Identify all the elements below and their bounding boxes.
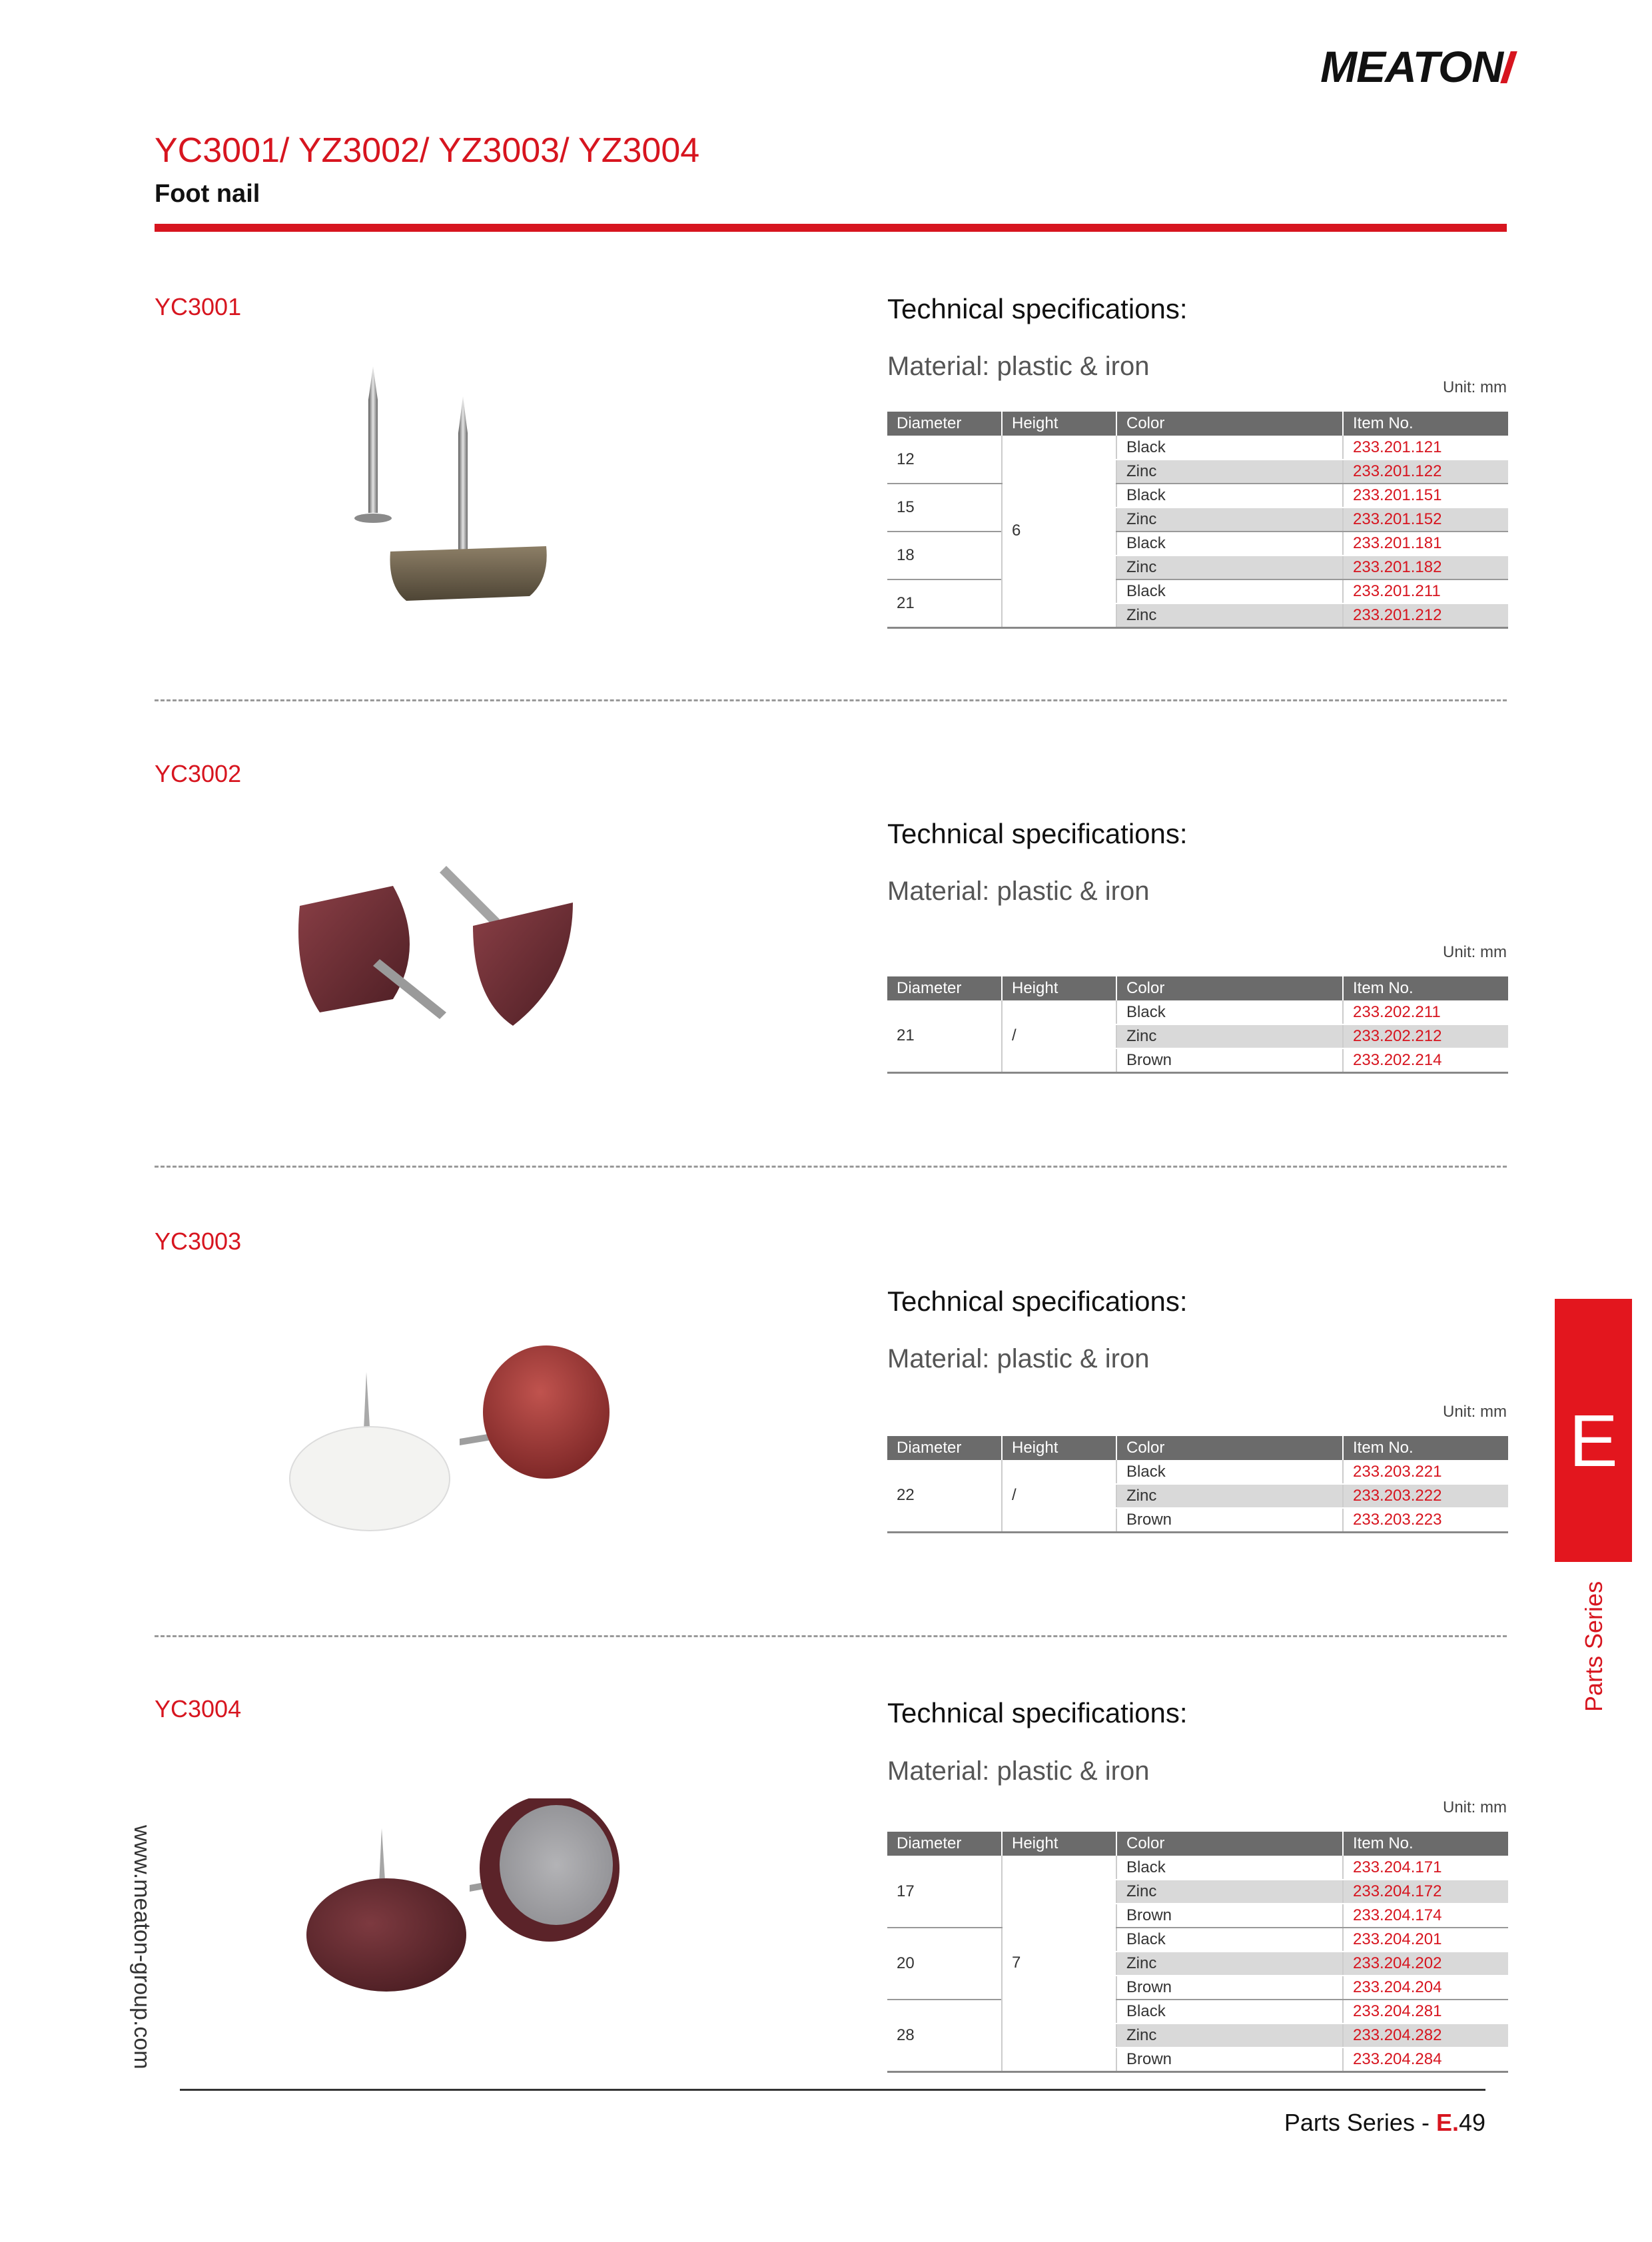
- height-cell: /: [1002, 1000, 1116, 1072]
- column-header: Item No.: [1343, 976, 1508, 1000]
- diameter-cell: 22: [887, 1460, 1002, 1532]
- item-number-cell: 233.203.223: [1343, 1508, 1508, 1532]
- table-row: [887, 1928, 1508, 1952]
- item-number-cell: 233.204.202: [1343, 1952, 1508, 1976]
- table-row: [887, 579, 1508, 603]
- column-header: Color: [1116, 1832, 1343, 1856]
- section-divider: [155, 699, 1507, 701]
- model-label: YC3003: [155, 1228, 242, 1255]
- section-divider: [155, 1635, 1507, 1637]
- unit-label: Unit: mm: [1443, 1403, 1507, 1421]
- color-cell: Zinc: [1116, 508, 1343, 532]
- item-number-cell: 233.201.152: [1343, 508, 1508, 532]
- column-header: Color: [1116, 412, 1343, 436]
- section-tab: [1555, 1299, 1632, 1562]
- item-number-cell: 233.204.284: [1343, 2048, 1508, 2071]
- table-row: [887, 1856, 1508, 1880]
- color-cell: Black: [1116, 1856, 1343, 1880]
- material-label: Material: plastic & iron: [887, 877, 1150, 906]
- item-number-cell: 233.203.221: [1343, 1460, 1508, 1484]
- material-label: Material: plastic & iron: [887, 1756, 1150, 1786]
- spec-table: [887, 412, 1508, 629]
- diameter-cell: 17: [887, 1856, 1002, 1928]
- title-rule: [155, 224, 1507, 232]
- color-cell: Zinc: [1116, 603, 1343, 627]
- model-label: YC3002: [155, 760, 242, 787]
- spec-table: [887, 976, 1508, 1074]
- spec-header-row: [887, 976, 1508, 1000]
- item-number-cell: 233.201.212: [1343, 603, 1508, 627]
- website-url: www.meaton-group.com: [129, 1825, 155, 2069]
- spec-header-row: [887, 412, 1508, 436]
- color-cell: Zinc: [1116, 1952, 1343, 1976]
- diameter-cell: 18: [887, 532, 1002, 579]
- spec-table: [887, 1832, 1508, 2073]
- color-cell: Black: [1116, 579, 1343, 603]
- color-cell: Zinc: [1116, 1880, 1343, 1904]
- item-number-cell: 233.201.122: [1343, 460, 1508, 484]
- table-row: [887, 2000, 1508, 2024]
- color-cell: Black: [1116, 484, 1343, 508]
- brand-logo: MEATON: [1320, 41, 1512, 92]
- color-cell: Black: [1116, 1460, 1343, 1484]
- diameter-cell: 21: [887, 1000, 1002, 1072]
- column-header: Item No.: [1343, 412, 1508, 436]
- height-cell: 7: [1002, 1856, 1116, 2071]
- model-label: YC3004: [155, 1695, 242, 1722]
- product-image-yc3004: [303, 1798, 649, 1998]
- diameter-cell: 12: [887, 436, 1002, 484]
- color-cell: Black: [1116, 1000, 1343, 1024]
- item-number-cell: 233.202.212: [1343, 1024, 1508, 1048]
- tech-spec-heading: Technical specifications:: [887, 293, 1188, 324]
- page-footer: Parts Series - E.49: [1284, 2109, 1485, 2136]
- spec-header-row: [887, 1436, 1508, 1460]
- color-cell: Brown: [1116, 2048, 1343, 2071]
- item-number-cell: 233.204.282: [1343, 2024, 1508, 2048]
- column-header: Height: [1002, 1832, 1116, 1856]
- color-cell: Black: [1116, 532, 1343, 556]
- height-cell: 6: [1002, 436, 1116, 627]
- page-title: YC3001/ YZ3002/ YZ3003/ YZ3004: [155, 131, 700, 170]
- table-row: [887, 1460, 1508, 1484]
- diameter-cell: 15: [887, 484, 1002, 532]
- item-number-cell: 233.201.211: [1343, 579, 1508, 603]
- tech-spec-heading: Technical specifications:: [887, 818, 1188, 849]
- unit-label: Unit: mm: [1443, 378, 1507, 396]
- column-header: Diameter: [887, 412, 1002, 436]
- product-image-yc3003: [286, 1339, 633, 1539]
- item-number-cell: 233.202.211: [1343, 1000, 1508, 1024]
- color-cell: Black: [1116, 436, 1343, 460]
- unit-label: Unit: mm: [1443, 943, 1507, 961]
- column-header: Color: [1116, 1436, 1343, 1460]
- column-header: Color: [1116, 976, 1343, 1000]
- item-number-cell: 233.204.204: [1343, 1976, 1508, 2000]
- color-cell: Zinc: [1116, 1484, 1343, 1508]
- page-subtitle: Foot nail: [155, 180, 260, 208]
- color-cell: Zinc: [1116, 460, 1343, 484]
- column-header: Height: [1002, 412, 1116, 436]
- color-cell: Brown: [1116, 1508, 1343, 1532]
- color-cell: Brown: [1116, 1904, 1343, 1928]
- material-label: Material: plastic & iron: [887, 352, 1150, 381]
- material-label: Material: plastic & iron: [887, 1344, 1150, 1373]
- item-number-cell: 233.201.151: [1343, 484, 1508, 508]
- height-cell: /: [1002, 1460, 1116, 1532]
- color-cell: Zinc: [1116, 556, 1343, 579]
- item-number-cell: 233.201.121: [1343, 436, 1508, 460]
- item-number-cell: 233.204.171: [1343, 1856, 1508, 1880]
- color-cell: Zinc: [1116, 1024, 1343, 1048]
- diameter-cell: 28: [887, 2000, 1002, 2071]
- item-number-cell: 233.201.182: [1343, 556, 1508, 579]
- item-number-cell: 233.204.201: [1343, 1928, 1508, 1952]
- section-tab-label: Parts Series: [1580, 1581, 1607, 1712]
- column-header: Item No.: [1343, 1832, 1508, 1856]
- color-cell: Black: [1116, 1928, 1343, 1952]
- item-number-cell: 233.201.181: [1343, 532, 1508, 556]
- color-cell: Brown: [1116, 1048, 1343, 1072]
- tech-spec-heading: Technical specifications:: [887, 1286, 1188, 1317]
- column-header: Diameter: [887, 976, 1002, 1000]
- table-row: [887, 484, 1508, 508]
- section-divider: [155, 1166, 1507, 1168]
- product-image-yc3001: [346, 360, 560, 613]
- diameter-cell: 21: [887, 579, 1002, 627]
- table-row: [887, 436, 1508, 460]
- section-tab-letter: E: [1569, 1400, 1618, 1482]
- column-header: Item No.: [1343, 1436, 1508, 1460]
- table-row: [887, 532, 1508, 556]
- footer-rule: [180, 2089, 1485, 2091]
- item-number-cell: 233.204.172: [1343, 1880, 1508, 1904]
- color-cell: Black: [1116, 2000, 1343, 2024]
- table-row: [887, 1000, 1508, 1024]
- column-header: Height: [1002, 1436, 1116, 1460]
- item-number-cell: 233.204.174: [1343, 1904, 1508, 1928]
- column-header: Height: [1002, 976, 1116, 1000]
- column-header: Diameter: [887, 1436, 1002, 1460]
- item-number-cell: 233.202.214: [1343, 1048, 1508, 1072]
- model-label: YC3001: [155, 293, 242, 320]
- item-number-cell: 233.203.222: [1343, 1484, 1508, 1508]
- spec-header-row: [887, 1832, 1508, 1856]
- tech-spec-heading: Technical specifications:: [887, 1697, 1188, 1728]
- unit-label: Unit: mm: [1443, 1798, 1507, 1816]
- column-header: Diameter: [887, 1832, 1002, 1856]
- item-number-cell: 233.204.281: [1343, 2000, 1508, 2024]
- spec-table: [887, 1436, 1508, 1533]
- product-image-yc3002: [293, 866, 639, 1052]
- diameter-cell: 20: [887, 1928, 1002, 2000]
- color-cell: Brown: [1116, 1976, 1343, 2000]
- color-cell: Zinc: [1116, 2024, 1343, 2048]
